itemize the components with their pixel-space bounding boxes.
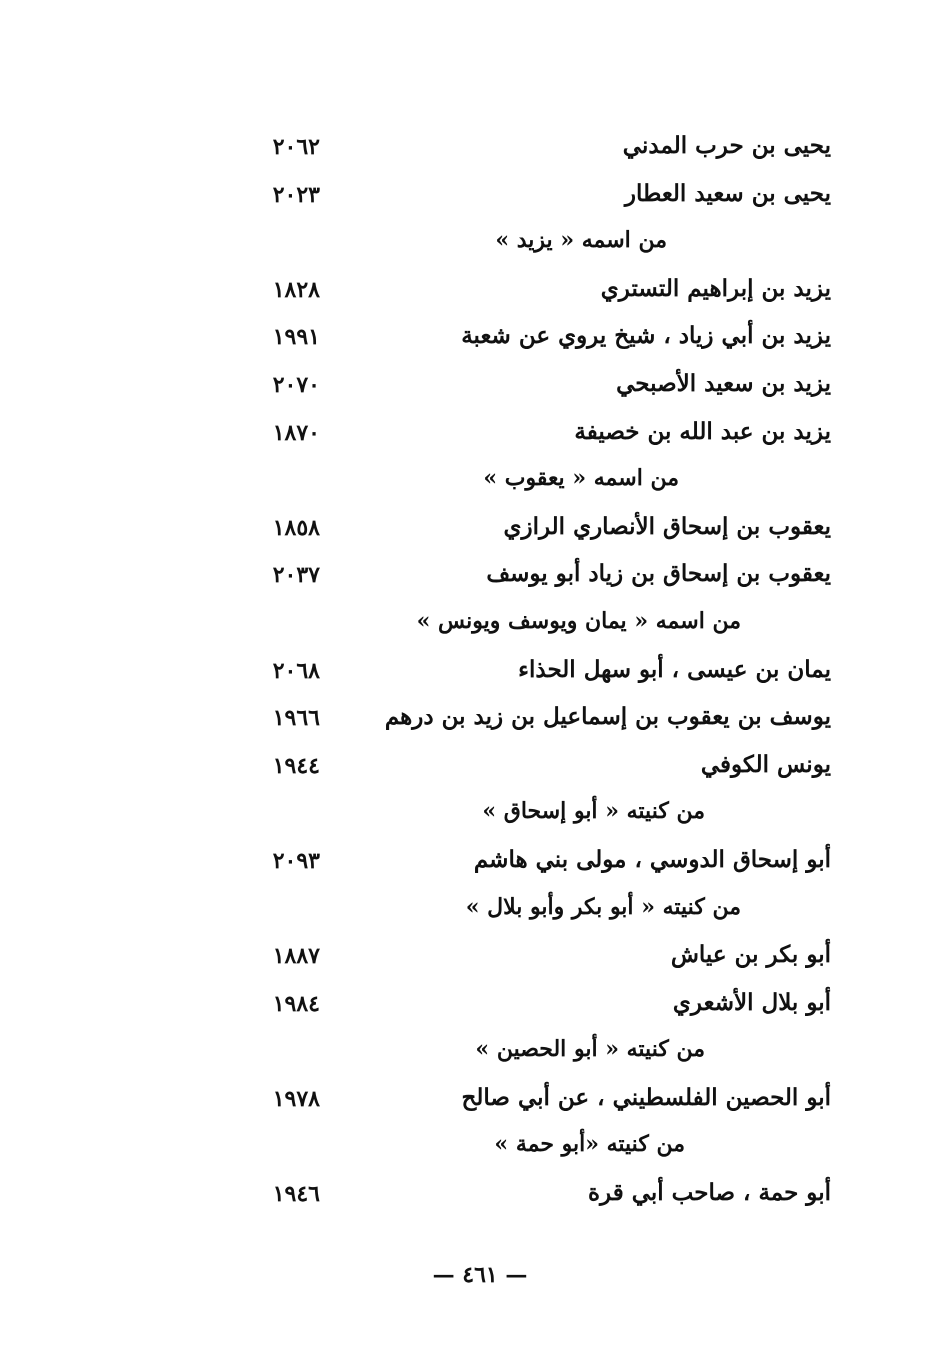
section-heading-row (0, 1125, 941, 1173)
section-heading: من كنيته « أبو الحصين » (475, 1036, 705, 1063)
narrator-name: أبو إسحاق الدوسي ، مولى بني هاشم (473, 845, 831, 873)
index-entry (0, 174, 941, 222)
section-heading-row (0, 459, 941, 507)
entry-number: ١٨٢٨ (272, 276, 320, 303)
section-heading: من كنيته «أبو حمة » (494, 1131, 685, 1158)
section-heading-row (0, 1030, 941, 1078)
narrator-name: يحيى بن سعيد العطار (624, 179, 831, 207)
section-heading-row (0, 792, 941, 840)
narrator-name: يمان بن عيسى ، أبو سهل الحذاء (518, 655, 831, 683)
index-entry (0, 840, 941, 888)
narrator-name: يزيد بن أبي زياد ، شيخ يروي عن شعبة (461, 322, 831, 350)
entry-number: ١٩٩١ (272, 324, 320, 351)
index-entry (0, 316, 941, 364)
entry-number: ١٨٥٨ (272, 514, 320, 541)
section-heading-row (0, 888, 941, 936)
index-entry (0, 697, 941, 745)
index-entry (0, 650, 941, 698)
section-heading: من اسمه « يعقوب » (483, 465, 679, 492)
index-entry (0, 269, 941, 317)
page-number: — ٤٦١ — (432, 1262, 528, 1288)
entry-number: ٢٠٦٨ (272, 657, 320, 684)
narrator-name: يزيد بن عبد الله بن خصيفة (574, 417, 831, 445)
section-heading: من اسمه « يمان ويوسف ويونس » (416, 607, 741, 634)
entry-number: ٢٠٢٣ (272, 181, 320, 208)
index-entry (0, 745, 941, 793)
entry-number: ١٩٨٤ (272, 990, 320, 1017)
entry-number: ١٨٨٧ (272, 943, 320, 970)
index-entry (0, 412, 941, 460)
narrator-name: يزيد بن سعيد الأصبحي (616, 369, 831, 397)
narrator-name: أبو بكر بن عياش (670, 941, 831, 969)
narrator-name: يحيى بن حرب المدني (622, 132, 831, 159)
section-heading-row (0, 221, 941, 269)
section-heading: من اسمه « يزيد » (495, 227, 667, 254)
entry-number: ١٩٦٦ (272, 705, 320, 732)
index-list (0, 126, 941, 1221)
index-entry (0, 1078, 941, 1126)
narrator-name: أبو بلال الأشعري (672, 988, 831, 1016)
entry-number: ١٩٤٤ (272, 752, 320, 779)
index-entry (0, 554, 941, 602)
narrator-name: يعقوب بن إسحاق بن زياد أبو يوسف (486, 560, 831, 588)
narrator-name: يونس الكوفي (700, 750, 831, 778)
entry-number: ١٩٧٨ (272, 1085, 320, 1112)
entry-number: ٢٠٧٠ (272, 371, 320, 398)
narrator-name: أبو الحصين الفلسطيني ، عن أبي صالح (461, 1083, 831, 1111)
index-entry (0, 983, 941, 1031)
narrator-name: يزيد بن إبراهيم التستري (600, 274, 831, 302)
index-entry (0, 364, 941, 412)
entry-number: ٢٠٩٣ (272, 847, 320, 874)
index-entry (0, 507, 941, 555)
section-heading: من كنيته « أبو إسحاق » (482, 798, 705, 825)
index-entry (0, 1173, 941, 1221)
entry-number: ١٩٤٦ (272, 1181, 320, 1208)
entry-number: ٢٠٣٧ (272, 562, 320, 589)
index-entry (0, 126, 941, 174)
entry-number: ١٨٧٠ (272, 419, 320, 446)
section-heading-row (0, 602, 941, 650)
narrator-name: أبو حمة ، صاحب أبي قرة (587, 1179, 831, 1207)
narrator-name: يوسف بن يعقوب بن إسماعيل بن زيد بن درهم (384, 703, 831, 731)
entry-number: ٢٠٦٢ (272, 134, 320, 160)
index-entry (0, 935, 941, 983)
section-heading: من كنيته « أبو بكر وأبو بلال » (465, 893, 741, 920)
narrator-name: يعقوب بن إسحاق الأنصاري الرازي (503, 512, 831, 540)
